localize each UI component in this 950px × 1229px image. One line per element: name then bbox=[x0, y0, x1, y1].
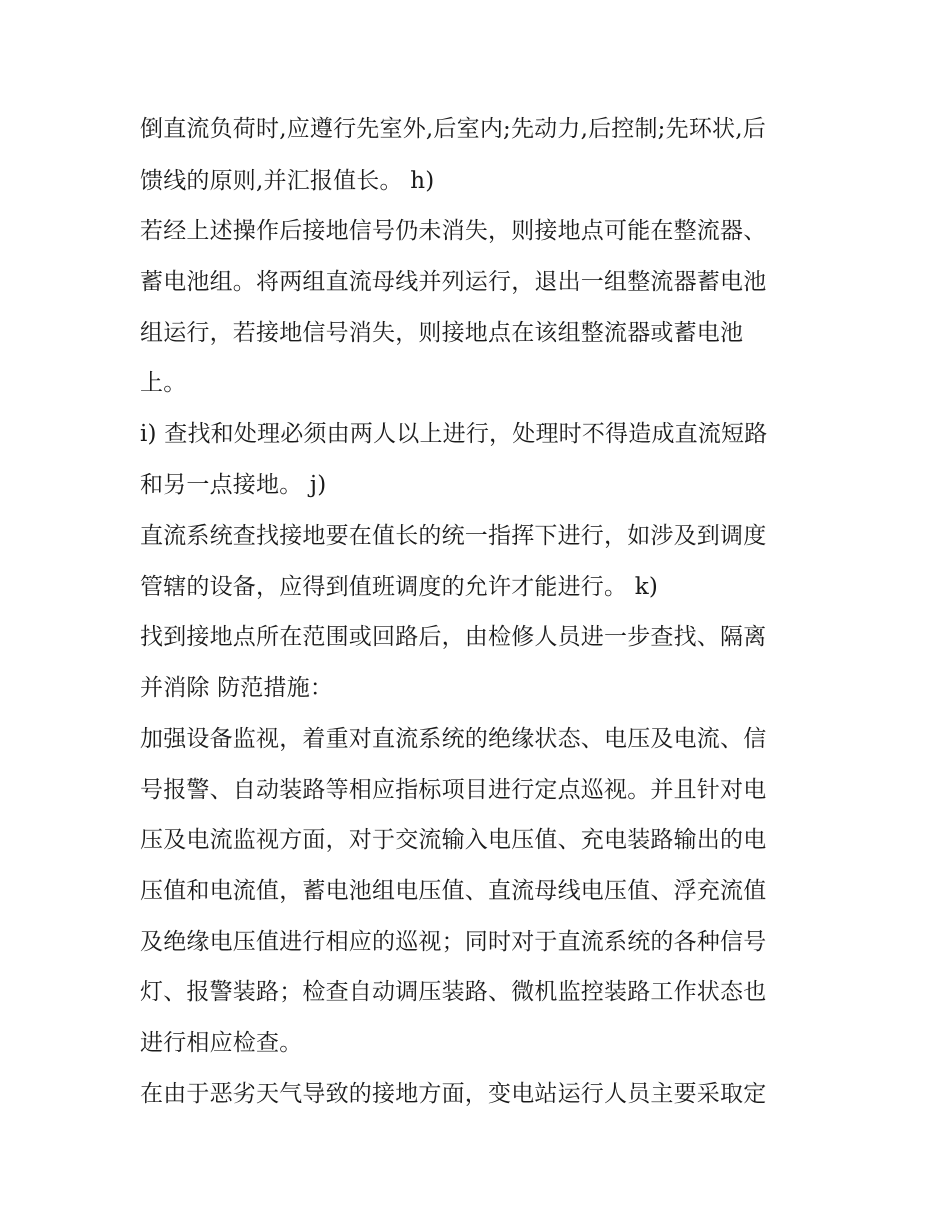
text-line: 馈线的原则,并汇报值长。 h) bbox=[140, 168, 435, 194]
text-line: 进行相应检查。 bbox=[140, 1030, 303, 1056]
text-line: 及绝缘电压值进行相应的巡视；同时对于直流系统的各种信号 bbox=[140, 929, 767, 955]
text-line: 灯、报警装路；检查自动调压装路、微机监控装路工作状态也 bbox=[140, 979, 767, 1005]
text-line: 直流系统查找接地要在值长的统一指挥下进行，如涉及到调度 bbox=[140, 523, 767, 549]
text-line: 上。 bbox=[140, 370, 187, 396]
text-line: 若经上述操作后接地信号仍未消失，则接地点可能在整流器、 bbox=[140, 218, 767, 244]
text-line: 压值和电流值，蓄电池组电压值、直流母线电压值、浮充流值 bbox=[140, 878, 767, 904]
text-line: 在由于恶劣天气导致的接地方面，变电站运行人员主要采取定 bbox=[140, 1081, 767, 1107]
text-line: 找到接地点所在范围或回路后，由检修人员进一步查找、隔离 bbox=[140, 624, 767, 650]
text-line: 号报警、自动装路等相应指标项目进行定点巡视。并且针对电 bbox=[140, 777, 767, 803]
text-line: 加强设备监视，着重对直流系统的绝缘状态、电压及电流、信 bbox=[140, 726, 767, 752]
text-line: 压及电流监视方面，对于交流输入电压值、充电装路输出的电 bbox=[140, 827, 767, 853]
text-line: i) 查找和处理必须由两人以上进行，处理时不得造成直流短路 bbox=[140, 421, 768, 447]
text-line: 倒直流负荷时,应遵行先室外,后室内;先动力,后控制;先环状,后 bbox=[140, 116, 766, 142]
text-line: 管辖的设备，应得到值班调度的允许才能进行。 k) bbox=[140, 574, 659, 600]
text-line: 并消除 防范措施： bbox=[140, 675, 334, 701]
text-line: 和另一点接地。 j) bbox=[140, 472, 327, 498]
text-line: 蓄电池组。将两组直流母线并列运行，退出一组整流器蓄电池 bbox=[140, 269, 767, 295]
text-line: 组运行，若接地信号消失，则接地点在该组整流器或蓄电池 bbox=[140, 320, 744, 346]
